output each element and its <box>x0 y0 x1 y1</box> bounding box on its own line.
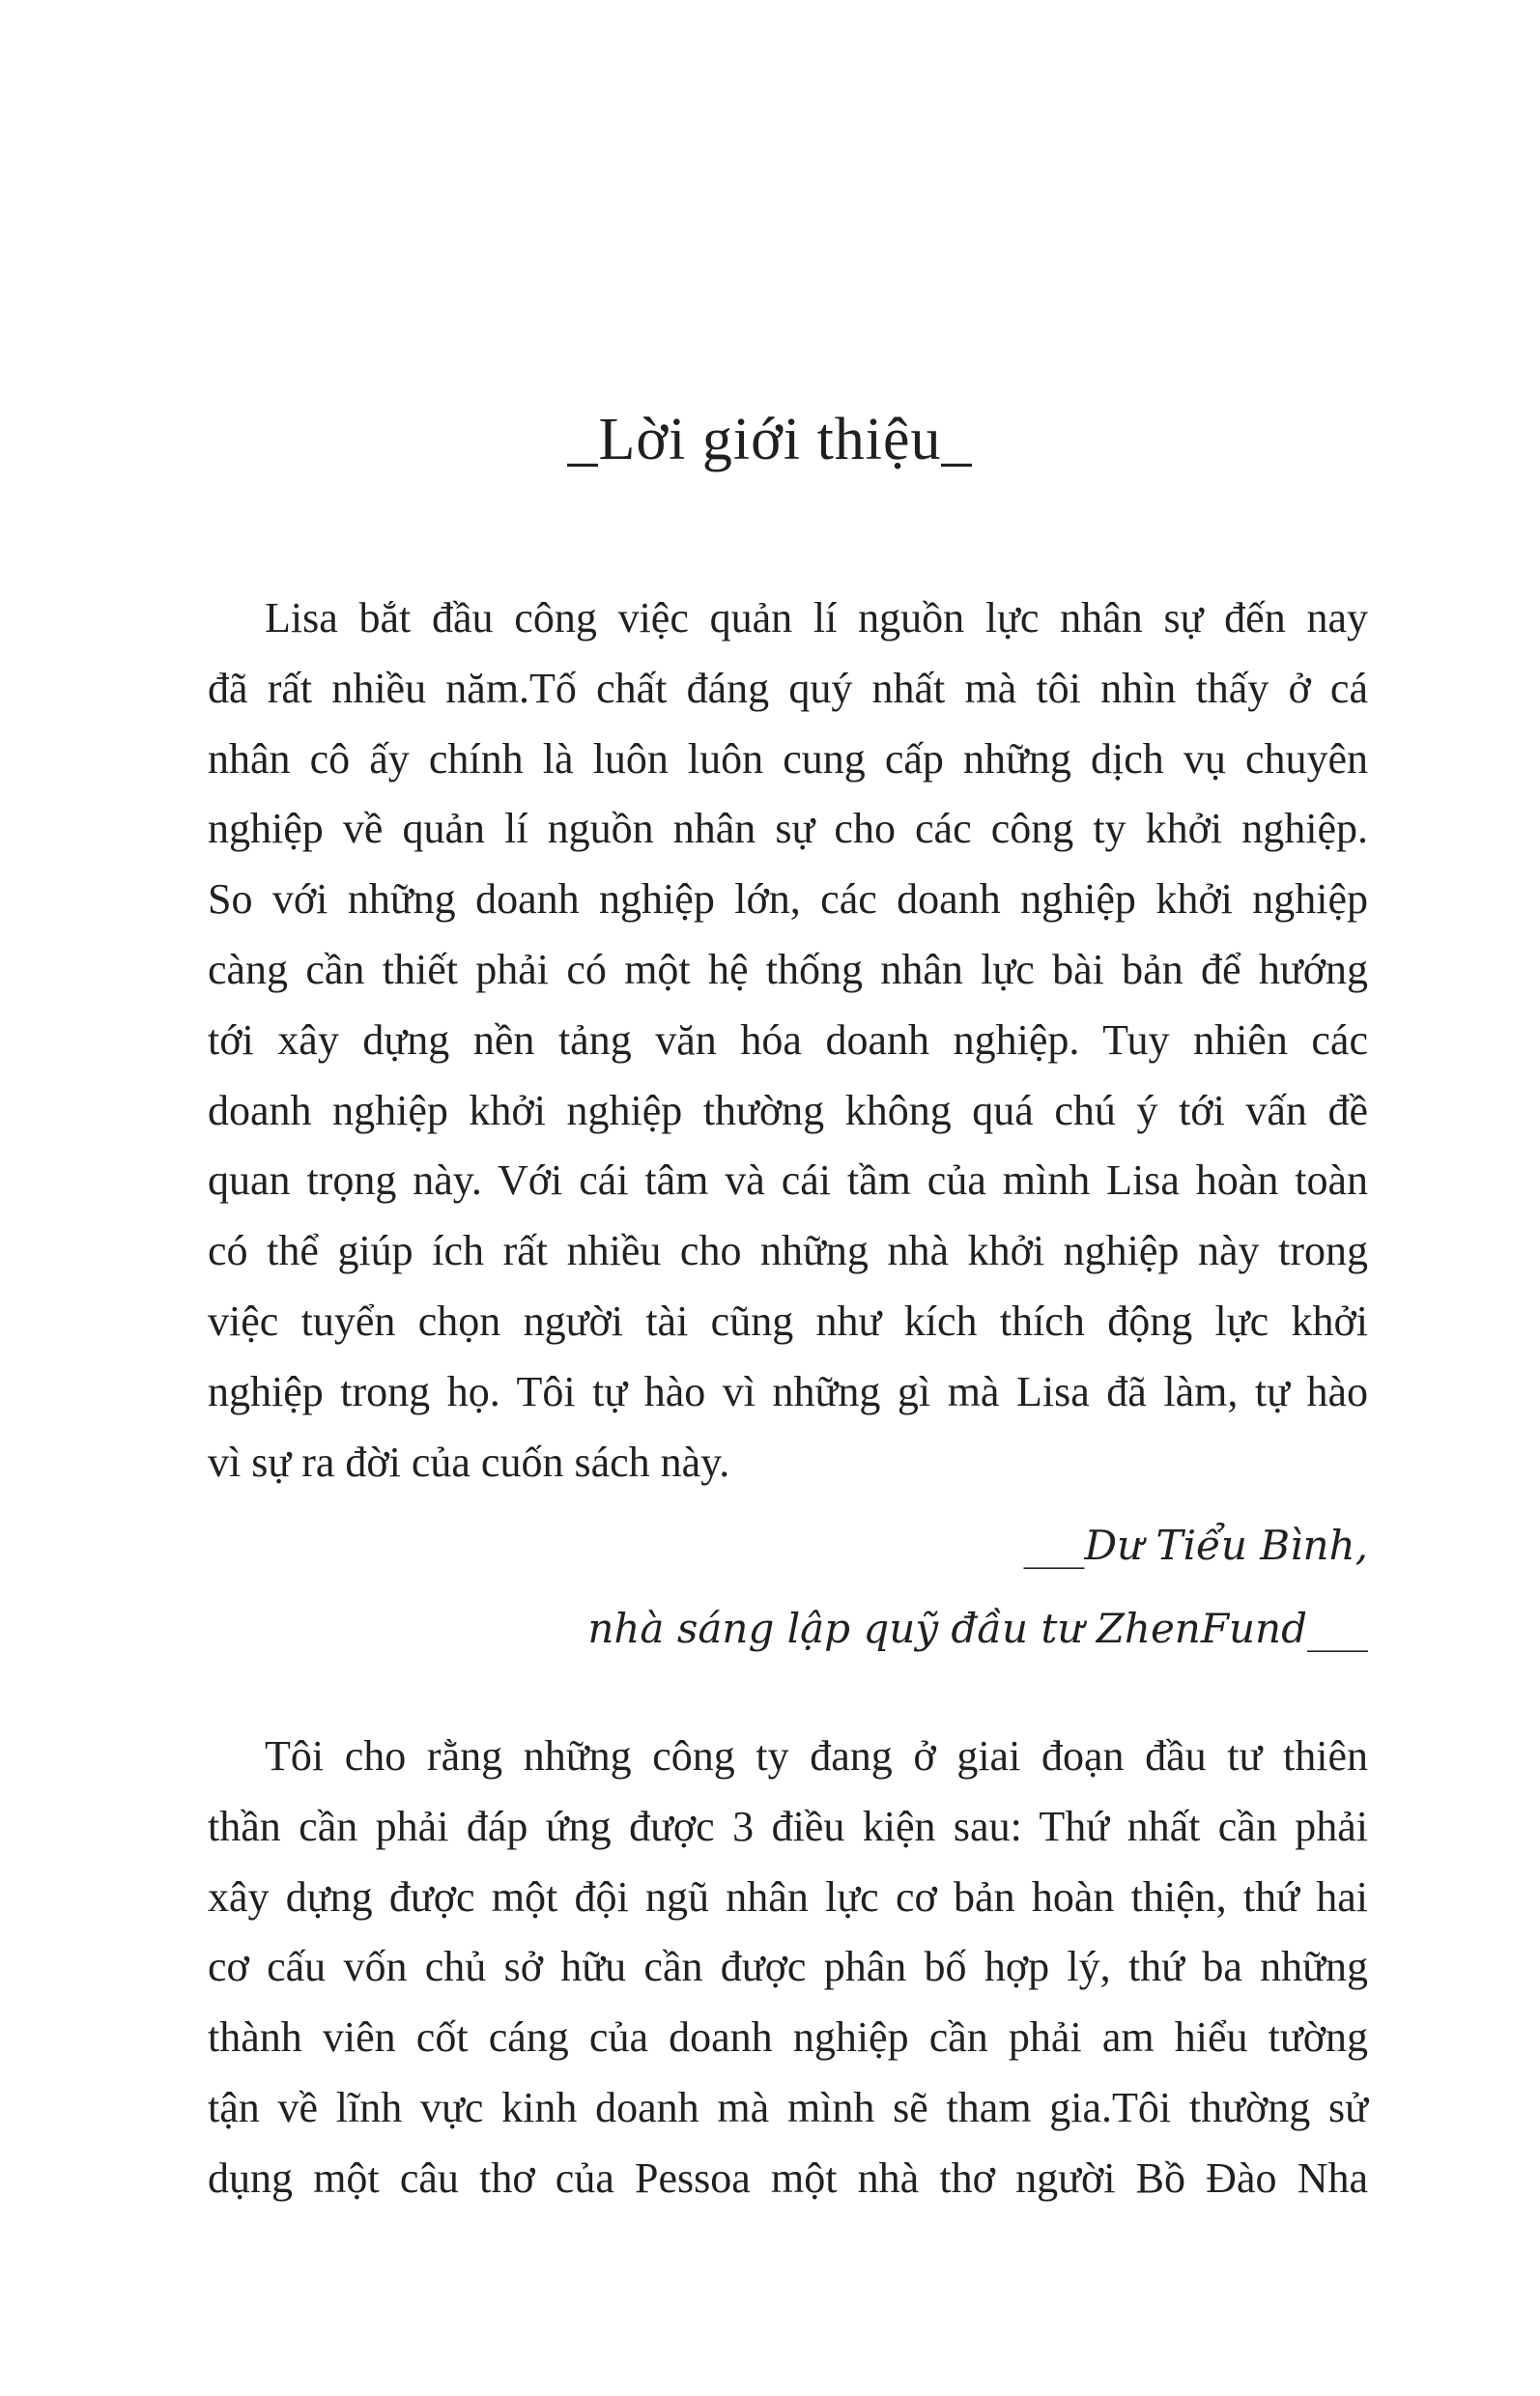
signature-title: nhà sáng lập quỹ đầu tư ZhenFund___ <box>587 1605 1368 1652</box>
text-line: càng cần thiết phải có một hệ thống nhân lực bài bản để hướng <box>208 946 1368 993</box>
text-line: thần cần phải đáp ứng được 3 điều kiện sau: Thứ nhất cần phải <box>208 1802 1368 1850</box>
text-line: dụng một câu thơ của Pessoa một nhà thơ người Bồ Đào Nha <box>208 2154 1368 2202</box>
signature-name: ___Dư Tiểu Bình, <box>1023 1522 1368 1569</box>
text-line: có thể giúp ích rất nhiều cho những nhà khởi nghiệp này trong <box>208 1227 1368 1275</box>
text-line: cơ cấu vốn chủ sở hữu cần được phân bố hợp lý, thứ ba những <box>208 1943 1368 1991</box>
text-line: quan trọng này. Với cái tâm và cái tầm của mình Lisa hoàn toàn <box>208 1156 1368 1205</box>
text-line: đã rất nhiều năm.Tố chất đáng quý nhất mà tôi nhìn thấy ở cá <box>208 664 1368 712</box>
page-title: _Lời giới thiệu_ <box>567 407 973 472</box>
text-line: nghiệp về quản lí nguồn nhân sự cho các công ty khởi nghiệp. <box>208 805 1368 853</box>
text-line: Lisa bắt đầu công việc quản lí nguồn lực nhân sự đến nay <box>265 594 1368 642</box>
text-line: thành viên cốt cáng của doanh nghiệp cần phải am hiểu tường <box>208 2013 1368 2062</box>
text-line: So với những doanh nghiệp lớn, các doanh nghiệp khởi nghiệp <box>208 875 1368 924</box>
text-line: nghiệp trong họ. Tôi tự hào vì những gì mà Lisa đã làm, tự hào <box>208 1367 1368 1415</box>
text-line: tới xây dựng nền tảng văn hóa doanh nghiệp. Tuy nhiên các <box>208 1015 1368 1064</box>
text-line: nhân cô ấy chính là luôn luôn cung cấp những dịch vụ chuyên <box>208 734 1368 783</box>
text-line: doanh nghiệp khởi nghiệp thường không quá chú ý tới vấn đề <box>208 1086 1368 1134</box>
text-line: xây dựng được một đội ngũ nhân lực cơ bản hoàn thiện, thứ hai <box>208 1872 1368 1921</box>
text-line: Tôi cho rằng những công ty đang ở giai đoạn đầu tư thiên <box>265 1732 1368 1780</box>
text-line: việc tuyển chọn người tài cũng như kích thích động lực khởi <box>208 1298 1368 1345</box>
text-line: tận về lĩnh vực kinh doanh mà mình sẽ tham gia.Tôi thường sử <box>208 2084 1368 2131</box>
text-line: vì sự ra đời của cuốn sách này. <box>208 1438 730 1486</box>
